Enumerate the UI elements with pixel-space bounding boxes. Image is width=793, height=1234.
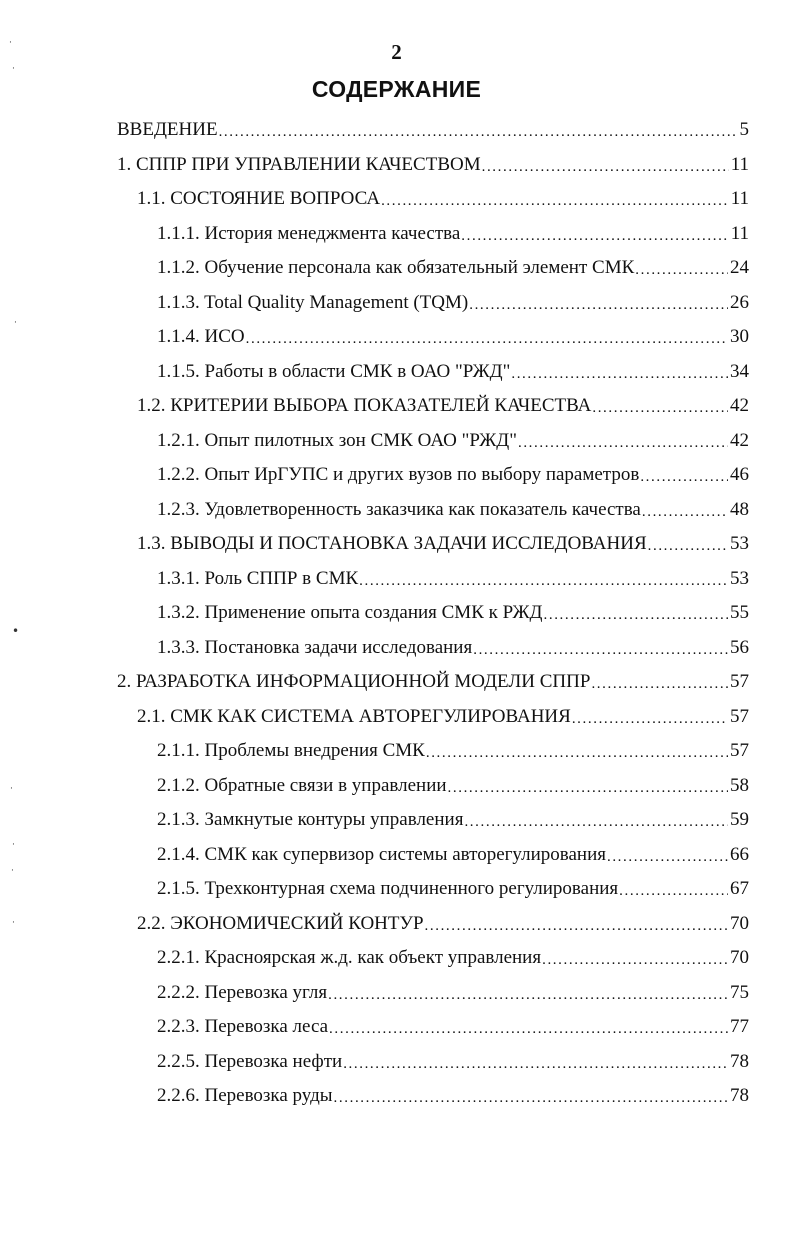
toc-entry [137,387,749,417]
toc-entry-page: 42 [730,429,749,451]
toc-entry-page: 66 [730,843,749,865]
scan-speck: · [14,318,17,328]
toc-dot-leader [329,1020,728,1038]
toc-dot-leader [572,710,728,728]
toc-dot-leader [219,123,738,141]
toc-entry-title: 1.3.3. Постановка задачи исследования [157,636,473,658]
toc-entry-title: 1.3.2. Применение опыта создания СМК к РЖД [157,602,543,624]
toc-entry [157,284,749,314]
toc-entry-page: 56 [730,636,749,658]
toc-dot-leader [607,848,728,866]
toc-dot-leader [635,261,728,279]
toc-entry-page: 46 [730,464,749,486]
toc-dot-leader [426,744,728,762]
toc-dot-leader [464,813,728,831]
page-number: 2 [391,40,402,64]
toc-entry [157,491,749,521]
scan-speck: · [11,866,14,876]
toc-entry [137,180,749,210]
toc-entry [157,422,749,452]
toc-dot-leader [425,917,728,935]
toc-entry-page: 34 [730,360,749,382]
toc-dot-leader [246,330,728,348]
toc-entry-page: 53 [730,567,749,589]
toc-entry-page: 55 [730,602,749,624]
toc-dot-leader [473,641,728,659]
toc-entry-page: 11 [730,188,749,210]
toc-entry-page: 70 [730,912,749,934]
toc-entry-page: 77 [730,1016,749,1038]
toc-entry-title: 2.2.2. Перевозка угля [157,981,328,1003]
toc-entry [157,939,749,969]
toc-entry-title: 1.2. КРИТЕРИИ ВЫБОРА ПОКАЗАТЕЛЕЙ КАЧЕСТВА [137,395,592,417]
toc-entry [157,974,749,1004]
toc-entry-page: 24 [730,257,749,279]
toc-entry-page: 57 [730,705,749,727]
toc-entry-title: 2. РАЗРАБОТКА ИНФОРМАЦИОННОЙ МОДЕЛИ СППР [117,671,591,693]
toc-entry [137,525,749,555]
toc-entry-page: 57 [730,740,749,762]
toc-entry-title: 2.2.3. Перевозка леса [157,1016,329,1038]
toc-entry [157,1043,749,1073]
toc-entry-page: 58 [730,774,749,796]
toc-entry-title: 2.2.5. Перевозка нефти [157,1050,343,1072]
toc-entry [157,836,749,866]
toc-entry-title: 1. СППР ПРИ УПРАВЛЕНИИ КАЧЕСТВОМ [117,153,481,175]
toc-entry [157,767,749,797]
toc-entry-title: 1.3. ВЫВОДЫ И ПОСТАНОВКА ЗАДАЧИ ИССЛЕДОВАНИЯ [137,533,647,555]
scan-speck: · [12,64,15,74]
toc-dot-leader [328,986,728,1004]
toc-entry-title: 2.1.2. Обратные связи в управлении [157,774,447,796]
toc-entry-title: 2.1.4. СМК как супервизор системы авторегулирования [157,843,606,865]
toc-dot-leader [461,227,728,245]
toc-entry-title: 2.1.3. Замкнутые контуры управления [157,809,464,831]
toc-dot-leader [482,158,729,176]
toc-entry-title: 1.1.4. ИСО [157,326,245,348]
toc-entry-page: 59 [730,809,749,831]
scan-speck: • [12,624,20,638]
toc-entry-page: 30 [730,326,749,348]
scan-speck: · [9,38,12,48]
toc-entry [117,146,749,176]
toc-entry-page: 78 [730,1085,749,1107]
toc-entry-page: 5 [739,119,749,141]
scan-speck: · [10,784,13,794]
toc-entry-title: 1.1.5. Работы в области СМК в ОАО "РЖД" [157,360,511,382]
scan-speck: · [12,918,15,928]
toc-entry-title: 1.1.2. Обучение персонала как обязательный элемент СМК [157,257,635,279]
toc-entry-title: 2.2.6. Перевозка руды [157,1085,333,1107]
toc-dot-leader [542,951,728,969]
toc-dot-leader [343,1055,728,1073]
toc-entry [157,353,749,383]
toc-entry-title: 2.1. СМК КАК СИСТЕМА АВТОРЕГУЛИРОВАНИЯ [137,705,571,727]
toc-entry-title: ВВЕДЕНИЕ [117,119,218,141]
toc-dot-leader [448,779,728,797]
toc-entry [157,215,749,245]
toc-entry-page: 11 [730,222,749,244]
toc-entry-page: 42 [730,395,749,417]
toc-entry [157,249,749,279]
toc-dot-leader [359,572,728,590]
toc-dot-leader [381,192,729,210]
toc-entry-title: 2.1.5. Трехконтурная схема подчиненного регулирования [157,878,619,900]
toc-entry [157,456,749,486]
toc-entry [157,870,749,900]
toc-dot-leader [544,606,729,624]
toc-entry-page: 70 [730,947,749,969]
toc-entry [117,111,749,141]
toc-entry-title: 1.1. СОСТОЯНИЕ ВОПРОСА [137,188,381,210]
toc-entry-page: 11 [730,153,749,175]
toc-dot-leader [469,296,728,314]
toc-entry [157,732,749,762]
toc-dot-leader [334,1089,728,1107]
toc-entry [157,594,749,624]
toc-entry-title: 1.3.1. Роль СППР в СМК [157,567,359,589]
toc-entry-title: 1.2.2. Опыт ИрГУПС и других вузов по выбору параметров [157,464,640,486]
toc-entry-page: 67 [730,878,749,900]
toc-entry-page: 78 [730,1050,749,1072]
toc-entry-title: 2.1.1. Проблемы внедрения СМК [157,740,425,762]
toc-entry [157,1008,749,1038]
toc-dot-leader [642,503,728,521]
toc-entry-title: 1.1.3. Total Quality Management (TQM) [157,291,469,313]
toc-entry-title: 1.2.3. Удовлетворенность заказчика как показатель качества [157,498,641,520]
toc-entry [157,318,749,348]
toc-entry-page: 48 [730,498,749,520]
toc-entry-page: 26 [730,291,749,313]
toc-dot-leader [518,434,728,452]
toc-dot-leader [619,882,728,900]
toc-dot-leader [648,537,728,555]
scan-speck: · [12,840,15,850]
toc-entry [137,905,749,935]
toc-entry-page: 53 [730,533,749,555]
toc-entry-page: 75 [730,981,749,1003]
toc-entry-title: 1.2.1. Опыт пилотных зон СМК ОАО "РЖД" [157,429,517,451]
toc-dot-leader [640,468,728,486]
toc-entry [137,698,749,728]
toc-entry-title: 2.2.1. Красноярская ж.д. как объект управления [157,947,542,969]
toc-entry [157,629,749,659]
toc-entry-page: 57 [730,671,749,693]
toc-entry [157,560,749,590]
toc-entry-title: 1.1.1. История менеджмента качества [157,222,461,244]
page-title: СОДЕРЖАНИЕ [311,76,482,102]
toc-dot-leader [591,675,728,693]
toc-entry [157,801,749,831]
toc-entry [117,663,749,693]
toc-dot-leader [511,365,728,383]
toc-entry [157,1077,749,1107]
toc-dot-leader [592,399,728,417]
toc-entry-title: 2.2. ЭКОНОМИЧЕСКИЙ КОНТУР [137,912,424,934]
